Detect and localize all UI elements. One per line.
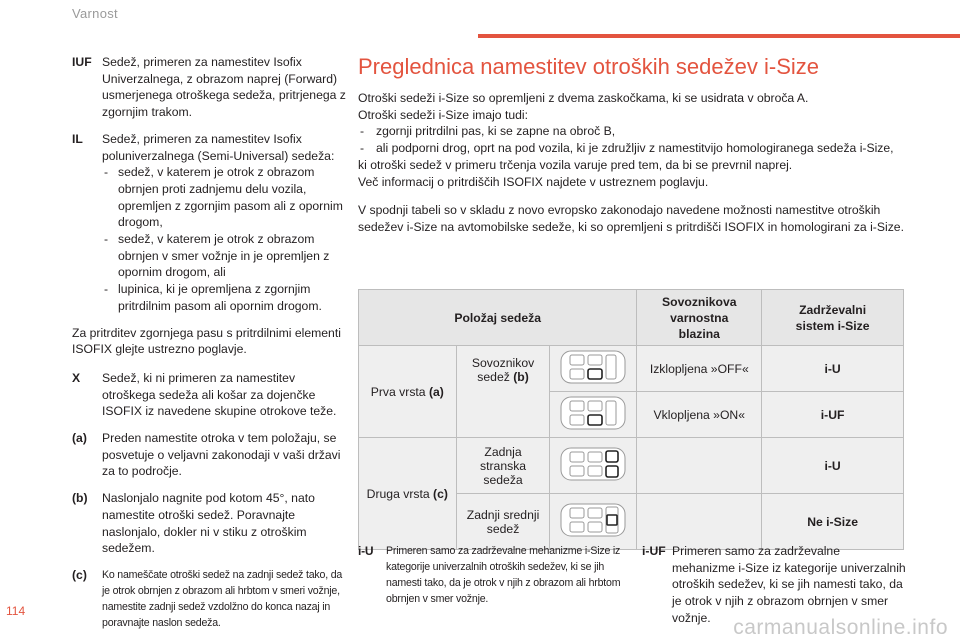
definition-text: Preden namestite otroka v tem položaju, se posvetuje o veljavni zakonodaji v vaši državi za to področje.	[102, 431, 341, 479]
system-value: Ne i-Size	[762, 494, 904, 550]
note-iu	[358, 543, 636, 607]
definition-b	[72, 490, 350, 557]
airbag-status: Izklopljena »OFF«	[649, 361, 749, 376]
airbag-status: Vklopljena »ON«	[653, 407, 746, 422]
header-airbag: Sovoznikova varnostna blazina	[637, 290, 762, 346]
section-title: Preglednica namestitev otroških sedežev i-Size	[358, 54, 820, 79]
empty-cell	[637, 494, 762, 550]
note-term: i-UF	[642, 544, 666, 558]
seat-tag: (b)	[513, 370, 529, 384]
definition-il	[72, 131, 350, 315]
row-label: Druga vrsta	[366, 486, 430, 501]
definition-c	[72, 567, 350, 631]
list-item: - zgornji pritrdilni pas, ki se zapne na obroč B,	[358, 123, 904, 140]
passenger-seat-cell	[456, 346, 550, 438]
note-term: i-U	[358, 544, 374, 558]
list-item: - ali podporni drog, oprt na pod vozila, ki je združljiv z namestitvijo homologiranega sedeža i-Size,	[358, 140, 904, 157]
features-list	[358, 123, 904, 156]
intro-line: Več informacij o pritrdiščih ISOFIX najdete v ustreznem poglavju.	[358, 174, 709, 189]
definition-text: Ko nameščate otroški sedež na zadnji sedež tako, da je otrok obrnjen z obrazom ali hrbtom v smeri vožnje, namestite zadnji sedež vzdolžno do konca nazaj in poravnajte naslon sedeža.	[102, 568, 343, 629]
definition-term: (c)	[72, 567, 87, 582]
watermark: carmanualsonline.info	[733, 616, 948, 639]
rear-side-diagram	[550, 438, 637, 494]
row-tag: (c)	[433, 486, 448, 501]
note-text: Primeren samo za zadrževalne mehanizme i-Size iz kategorije univerzalnih otroških sedežev, ki se jih namesti tako, da je otrok v njih z obrazom obrnjen v smer vožnje.	[672, 544, 906, 625]
row-first-row	[359, 346, 457, 438]
definition-term: X	[72, 370, 81, 385]
airbag-on-cell	[637, 392, 762, 438]
rear-center-label: Zadnji srednji sedež	[456, 494, 550, 550]
definition-term: (a)	[72, 431, 87, 446]
intro-line: ki otroški sedež v primeru trčenja vozila varuje pred tem, da bi se prevrnil naprej.	[358, 157, 793, 172]
definition-iuf	[72, 54, 350, 121]
front-seat-diagram	[550, 392, 637, 438]
isize-table	[358, 289, 904, 550]
intro-paragraph	[358, 157, 904, 190]
intro-line: Otroški sedeži i-Size imajo tudi:	[358, 107, 529, 122]
page-number: 114	[6, 604, 26, 618]
empty-cell	[637, 438, 762, 494]
car-seat-front-right-icon	[560, 350, 626, 384]
row-tag: (a)	[428, 384, 444, 399]
system-value: i-U	[762, 438, 904, 494]
front-seat-diagram	[550, 346, 637, 392]
list-item: - sedež, v katerem je otrok z obrazom obrnjen proti zadnjemu delu vozila, opremljen z zgornjim pasom ali z opornim drogom,	[102, 164, 350, 231]
intro-paragraph	[358, 90, 904, 123]
definition-text: Sedež, ki ni primeren za namestitev otroškega sedeža ali košar za dojenčke ISOFIX iz navedene skupine otrokove teže.	[102, 370, 337, 419]
il-options-list	[102, 164, 350, 314]
list-item: - sedež, v katerem je otrok z obrazom obrnjen v smer vožnje in je opremljen z opornim drogom, ali	[102, 231, 350, 281]
airbag-off-cell	[637, 346, 762, 392]
note-text: Primeren samo za zadrževalne mehanizme i-Size iz kategorije univerzalnih otroških sedežev, ki se jih namesti tako, da je otrok v njih z obrazom ali hrbtom obrnjen v smer vožnje.	[386, 545, 621, 605]
rear-center-diagram	[550, 494, 637, 550]
header-position: Položaj sedeža	[359, 290, 637, 346]
intro-line: Otroški sedeži i-Size so opremljeni z dvema zaskočkama, ki se usidrata v obroča A.	[358, 91, 809, 105]
system-value: i-UF	[762, 392, 904, 438]
definition-text: Naslonjalo nagnite pod kotom 45°, nato namestite otroški sedež. Poravnajte naslonjalo, dokler ni v stiku z otroškim sedežem.	[102, 491, 315, 556]
row-label: Prva vrsta	[370, 384, 426, 399]
definition-term: IL	[72, 131, 83, 146]
seat-label: Sovoznikov sedež	[471, 356, 535, 384]
definition-x	[72, 370, 350, 420]
rear-side-label: Zadnja stranska sedeža	[456, 438, 550, 494]
tether-note: Za pritrditev zgornjega pasu s pritrdilnimi elementi ISOFIX glejte ustrezno poglavje.	[72, 325, 341, 357]
left-column	[72, 54, 350, 641]
definition-text: Sedež, primeren za namestitev Isofix Univerzalnega, z obrazom naprej (Forward) usmerjenega otroškega sedeža, pritrjenega z zgornjim trakom.	[102, 55, 346, 120]
header-system: Zadrževalni sistem i-Size	[762, 290, 904, 346]
list-item: - lupinica, ki je opremljena z zgornjim pritrdilnim pasom ali opornim drogom.	[102, 281, 350, 314]
header-accent-bar	[478, 34, 960, 38]
definition-term: IUF	[72, 55, 92, 69]
section-header: Varnost	[72, 6, 118, 21]
right-column	[358, 52, 904, 246]
definition-term: (b)	[72, 491, 88, 506]
car-seat-front-right-icon	[560, 396, 626, 430]
system-value: i-U	[762, 346, 904, 392]
definition-a	[72, 430, 350, 480]
note-iuf	[642, 543, 906, 627]
row-second-row	[359, 438, 457, 550]
car-seat-rear-side-icon	[560, 447, 626, 481]
table-intro: V spodnji tabeli so v skladu z novo evropsko zakonodajo navedene možnosti namestitve otroških sedežev i-Size na avtomobilske sedeže, ki so opremljeni s pritrdišči ISOFIX in homologirani za i-Size.	[358, 203, 904, 234]
car-seat-rear-center-icon	[560, 503, 626, 537]
definition-text: Sedež, primeren za namestitev Isofix poluniverzalnega (Semi-Universal) sedeža:	[102, 131, 335, 163]
